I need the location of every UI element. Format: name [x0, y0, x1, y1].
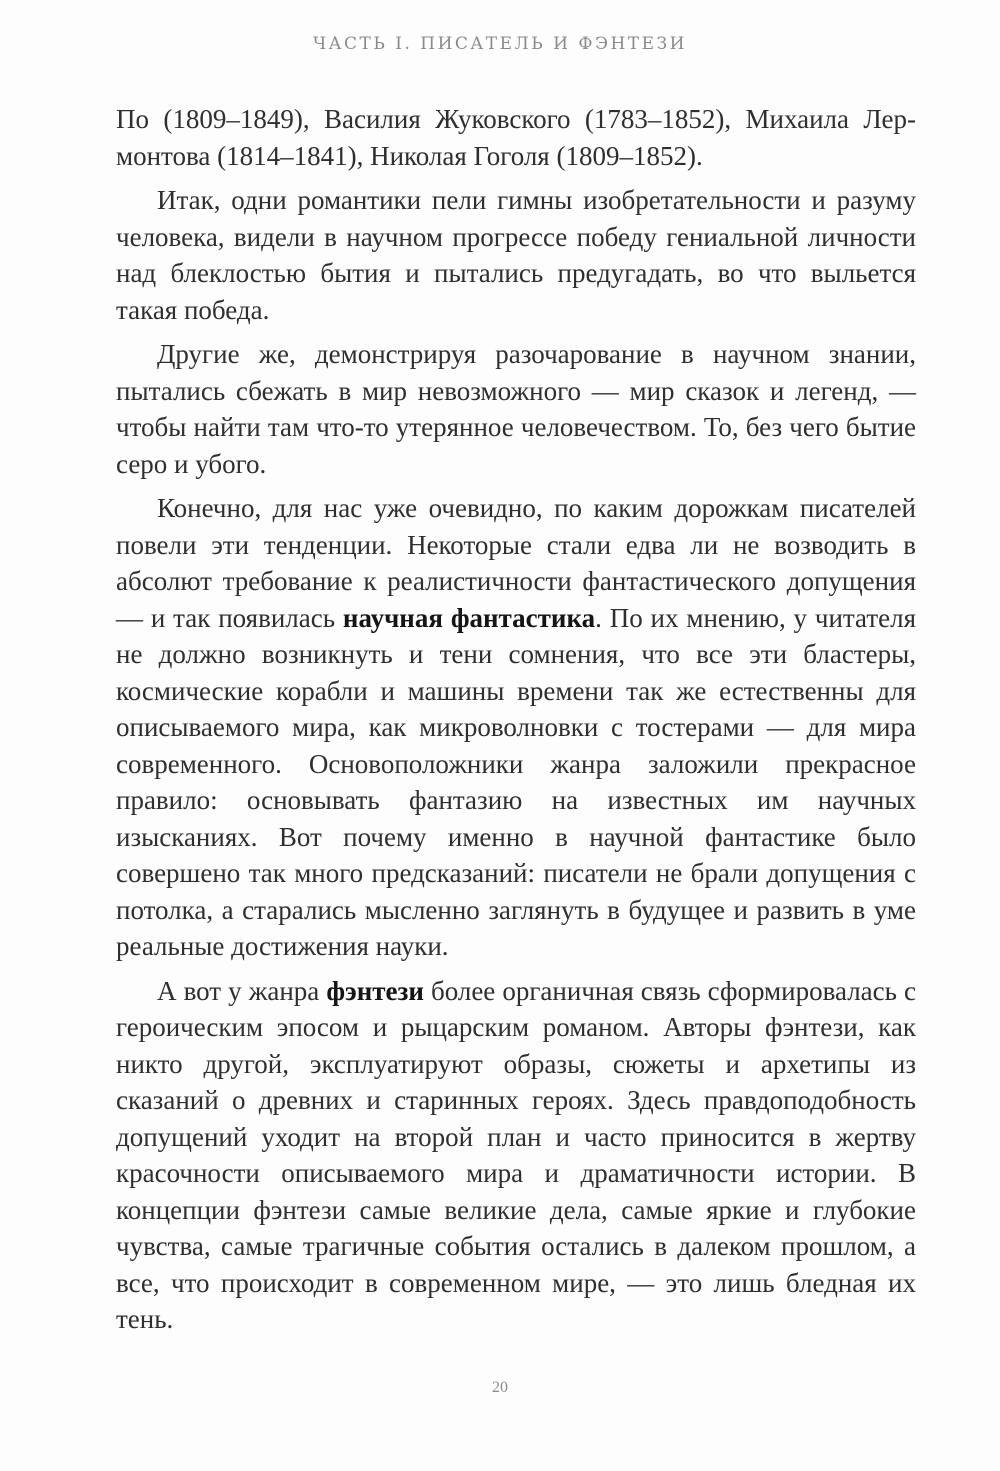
paragraph-text: Конечно, для нас уже очевидно, по каким дорожкам писателей повели эти тенденции. Некоторые стали едва ли не возводить в абсолют требование к реалистичности фантастического допущения — и так появилась: [116, 493, 916, 633]
paragraph-text: А вот у жанра: [157, 975, 327, 1006]
bold-term-fantasy: фэнтези: [326, 975, 424, 1006]
paragraph-4: [116, 490, 916, 965]
paragraph-text: По (1809–1849), Василия Жуковского (1783–1852), Михаила Лермонтова (1814–1841), Николая Гоголя (1809–1852).: [116, 104, 916, 171]
paragraph-text: Итак, одни романтики пели гимны изобретательности и разуму человека, видели в научном прогрессе победу гениальной личности над блеклостью бытия и пытались предугадать, во что выльется такая победа.: [116, 185, 916, 325]
paragraph-3: [116, 336, 916, 482]
bold-term-science-fiction: научная фантастика: [342, 602, 596, 633]
body-text: [116, 101, 916, 1346]
running-header: ЧАСТЬ I. ПИСАТЕЛЬ И ФЭНТЕЗИ: [313, 34, 687, 54]
paragraph-5: [116, 973, 916, 1338]
paragraph-1: [116, 101, 916, 174]
page-number: 20: [492, 1379, 508, 1396]
paragraph-text: более органичная связь сформировалась с героическим эпосом и рыцарским романом. Авторы фэнтези, как никто другой, эксплуатируют образы, сюжеты и архетипы из сказаний о древних и старинных героях. Здесь правдоподобность допущений уходит на второй план и часто приносится в жертву красочности описываемого мира и драматичности истории. В концепции фэнтези самые великие дела, самые яркие и глубокие чувства, самые трагичные события остались в далеком прошлом, а все, что происходит в современном мире, — это лишь бледная их тень.: [116, 975, 916, 1334]
paragraph-text: . По их мнению, у читателя не должно возникнуть и тени сомнения, что все эти бластеры, космические корабли и машины времени так же естественны для описываемого мира, как микроволновки с тостерами — для мира современного. Основоположники жанра заложили прекрасное правило: основывать фантазию на известных им научных изысканиях. Вот почему именно в научной фантастике было совершено так много предсказаний: писатели не брали допущения с потолка, а старались мысленно заглянуть в будущее и развить в уме реальные достижения науки.: [116, 602, 917, 961]
paragraph-2: [116, 182, 916, 328]
paragraph-text: Другие же, демонстрируя разочарование в научном знании, пытались сбежать в мир невозможного — мир сказок и легенд, — чтобы найти там что-то утерянное человечеством. То, без чего бытие серо и убого.: [116, 339, 916, 479]
